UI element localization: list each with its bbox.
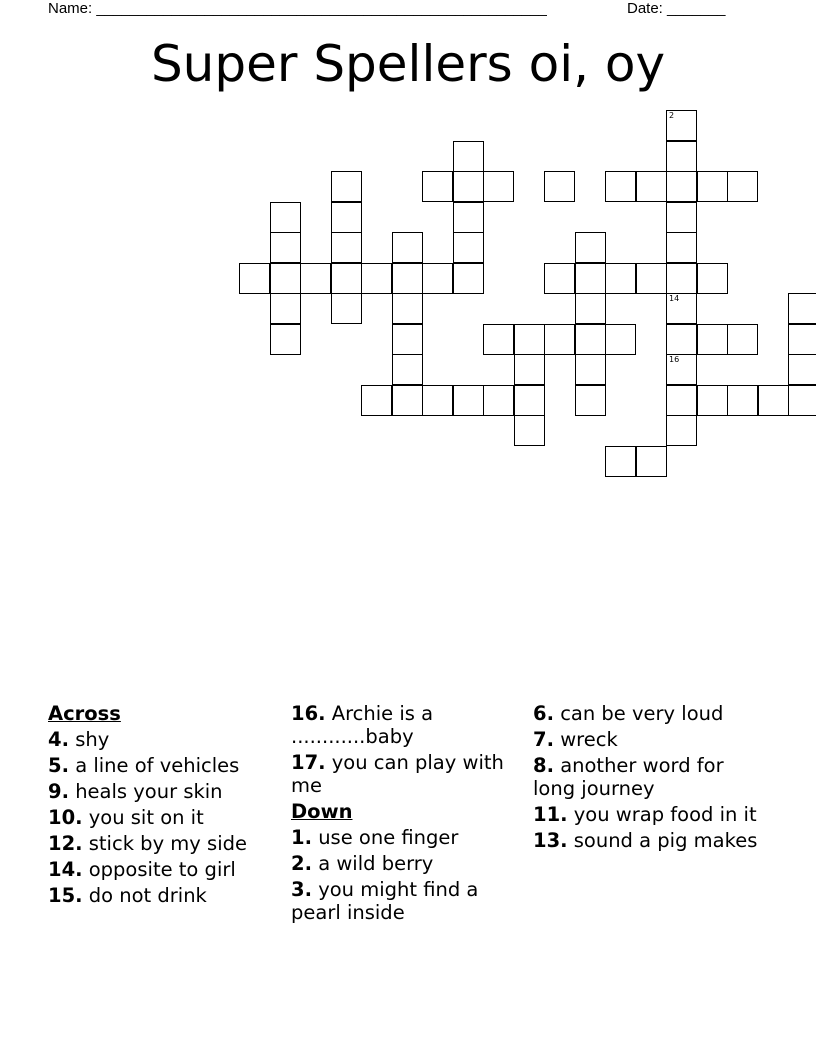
clue-text: do not drink	[88, 884, 207, 907]
grid-cell[interactable]	[422, 263, 453, 294]
clue-text: heals your skin	[75, 780, 223, 803]
grid-cell[interactable]	[666, 354, 697, 385]
grid-cell[interactable]	[666, 171, 697, 202]
grid-cell[interactable]	[666, 202, 697, 233]
clue-across-17	[291, 751, 526, 797]
grid-cell[interactable]	[270, 293, 301, 324]
grid-cell[interactable]	[788, 354, 816, 385]
grid-cell[interactable]	[453, 263, 484, 294]
grid-cell[interactable]	[270, 232, 301, 263]
clue-text: a line of vehicles	[75, 754, 240, 777]
grid-cell[interactable]	[300, 263, 331, 294]
grid-cell[interactable]	[666, 385, 697, 416]
grid-cell[interactable]	[270, 202, 301, 233]
grid-cell[interactable]	[636, 446, 667, 477]
grid-cell[interactable]	[575, 385, 606, 416]
grid-cell[interactable]	[331, 171, 362, 202]
clue-across-4	[48, 728, 283, 751]
clue-text: stick by my side	[88, 832, 247, 855]
clue-down-11	[533, 803, 768, 826]
grid-cell[interactable]	[331, 263, 362, 294]
grid-cell[interactable]	[331, 293, 362, 324]
clue-number: 14.	[48, 858, 83, 881]
grid-cell[interactable]	[666, 232, 697, 263]
grid-cell[interactable]	[575, 263, 606, 294]
clue-down-6	[533, 702, 768, 725]
grid-cell[interactable]	[392, 324, 423, 355]
clue-across-10	[48, 806, 283, 829]
clue-number: 3.	[291, 878, 312, 901]
clue-down-8	[533, 754, 768, 800]
clue-text: another word for long journey	[533, 754, 724, 800]
clue-across-9	[48, 780, 283, 803]
clue-across-12	[48, 832, 283, 855]
grid-cell[interactable]	[331, 232, 362, 263]
grid-cell[interactable]	[422, 385, 453, 416]
clue-number: 2.	[291, 852, 312, 875]
grid-cell[interactable]	[361, 385, 392, 416]
grid-cell[interactable]	[544, 324, 575, 355]
grid-cell[interactable]	[483, 171, 514, 202]
grid-cell[interactable]	[514, 385, 545, 416]
clue-text: shy	[75, 728, 110, 751]
grid-cell[interactable]	[727, 385, 758, 416]
clue-text: you wrap food in it	[573, 803, 757, 826]
down-heading: Down	[291, 800, 353, 823]
clue-number: 16.	[291, 702, 326, 725]
clue-number: 4.	[48, 728, 69, 751]
grid-cell[interactable]	[697, 385, 728, 416]
grid-cell[interactable]	[483, 324, 514, 355]
grid-cell[interactable]	[514, 324, 545, 355]
clue-number: 17.	[291, 751, 326, 774]
grid-cell[interactable]	[636, 263, 667, 294]
grid-cell[interactable]	[361, 263, 392, 294]
clue-text: you might find a pearl inside	[291, 878, 479, 924]
grid-cell[interactable]	[697, 171, 728, 202]
grid-cell[interactable]	[453, 202, 484, 233]
clue-number: 9.	[48, 780, 69, 803]
name-line: Name: ______________________________________________________	[48, 0, 547, 17]
grid-cell[interactable]	[605, 263, 636, 294]
clue-text: sound a pig makes	[573, 829, 758, 852]
clue-text: wreck	[560, 728, 618, 751]
clues-column-1	[48, 702, 283, 910]
clue-number: 10.	[48, 806, 83, 829]
grid-cell[interactable]	[697, 324, 728, 355]
clue-number: 11.	[533, 803, 568, 826]
grid-cell[interactable]	[666, 415, 697, 446]
clue-text: Archie is a ............baby	[291, 702, 434, 748]
clue-across-5	[48, 754, 283, 777]
clue-across-14	[48, 858, 283, 881]
grid-cell[interactable]	[544, 171, 575, 202]
grid-cell[interactable]	[788, 293, 816, 324]
grid-cell[interactable]	[636, 171, 667, 202]
grid-cell[interactable]	[422, 171, 453, 202]
clue-across-16	[291, 702, 526, 748]
clue-number: 5.	[48, 754, 69, 777]
clue-down-2	[291, 852, 526, 875]
grid-cell[interactable]	[758, 385, 789, 416]
cell-number: 16	[669, 355, 680, 364]
clues-column-2	[291, 702, 526, 927]
clue-number: 12.	[48, 832, 83, 855]
clue-text: use one finger	[318, 826, 459, 849]
clue-number: 7.	[533, 728, 554, 751]
clue-down-13	[533, 829, 768, 852]
grid-cell[interactable]	[788, 385, 816, 416]
grid-cell[interactable]	[453, 171, 484, 202]
grid-cell[interactable]	[605, 324, 636, 355]
clue-down-3	[291, 878, 526, 924]
grid-cell[interactable]	[575, 324, 606, 355]
clue-down-1	[291, 826, 526, 849]
cell-number: 14	[669, 294, 680, 303]
grid-cell[interactable]	[666, 263, 697, 294]
grid-cell[interactable]	[239, 263, 270, 294]
clue-number: 15.	[48, 884, 83, 907]
grid-cell[interactable]	[544, 263, 575, 294]
grid-cell[interactable]	[483, 385, 514, 416]
across-heading: Across	[48, 702, 121, 725]
grid-cell[interactable]	[666, 293, 697, 324]
grid-cell[interactable]	[270, 263, 301, 294]
grid-cell[interactable]	[727, 324, 758, 355]
grid-cell[interactable]	[453, 141, 484, 172]
clue-text: you sit on it	[88, 806, 204, 829]
grid-cell[interactable]	[605, 446, 636, 477]
clue-number: 1.	[291, 826, 312, 849]
grid-cell[interactable]	[392, 354, 423, 385]
grid-cell[interactable]	[666, 141, 697, 172]
clue-number: 13.	[533, 829, 568, 852]
clues-column-3	[533, 702, 768, 855]
crossword-grid	[0, 0, 816, 460]
clue-number: 6.	[533, 702, 554, 725]
grid-cell[interactable]	[514, 415, 545, 446]
page-title: Super Spellers oi, oy	[150, 35, 666, 93]
grid-cell[interactable]	[514, 354, 545, 385]
grid-cell[interactable]	[575, 293, 606, 324]
grid-cell[interactable]	[453, 385, 484, 416]
grid-cell[interactable]	[575, 232, 606, 263]
clue-number: 8.	[533, 754, 554, 777]
clue-text: can be very loud	[560, 702, 724, 725]
cell-number: 2	[669, 111, 675, 120]
clue-across-15	[48, 884, 283, 907]
grid-cell[interactable]	[575, 354, 606, 385]
clue-text: a wild berry	[318, 852, 434, 875]
grid-cell[interactable]	[727, 171, 758, 202]
grid-cell[interactable]	[392, 293, 423, 324]
grid-cell[interactable]	[788, 324, 816, 355]
grid-cell[interactable]	[270, 324, 301, 355]
grid-cell[interactable]	[666, 324, 697, 355]
grid-cell[interactable]	[605, 171, 636, 202]
grid-cell[interactable]	[331, 202, 362, 233]
grid-cell[interactable]	[453, 232, 484, 263]
grid-cell[interactable]	[392, 263, 423, 294]
grid-cell[interactable]	[666, 110, 697, 141]
grid-cell[interactable]	[392, 385, 423, 416]
grid-cell[interactable]	[697, 263, 728, 294]
grid-cell[interactable]	[392, 232, 423, 263]
clue-down-7	[533, 728, 768, 751]
date-line: Date: _______	[627, 0, 726, 17]
clue-text: you can play with me	[291, 751, 504, 797]
clue-text: opposite to girl	[88, 858, 236, 881]
